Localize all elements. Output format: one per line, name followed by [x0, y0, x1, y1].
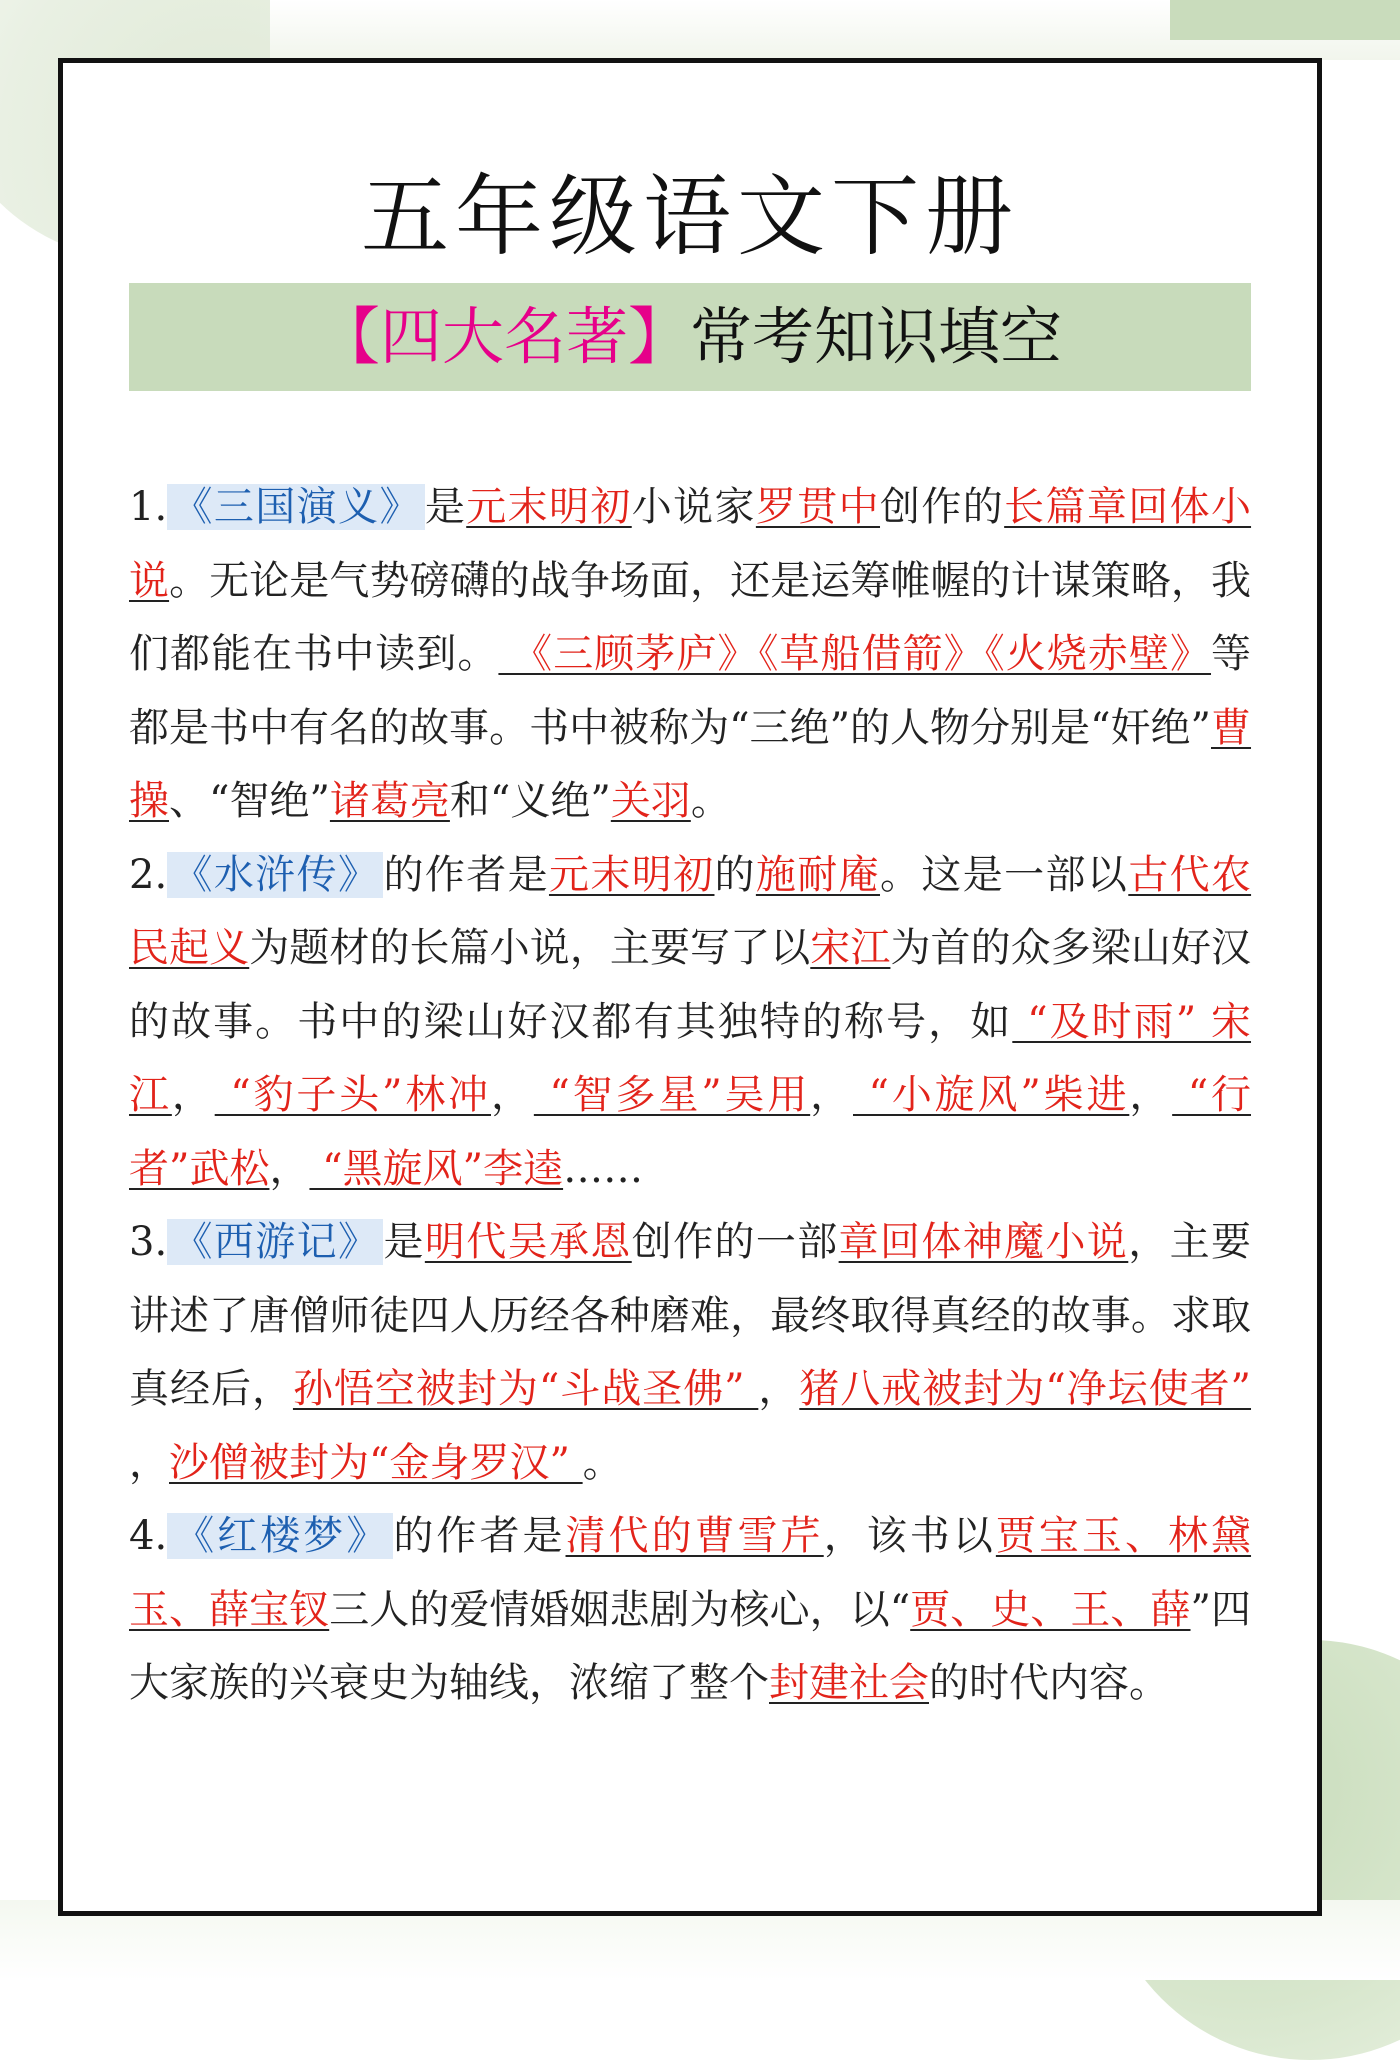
text: ，	[758, 1366, 800, 1412]
book-title: 《红楼梦》	[167, 1513, 393, 1559]
list-item	[129, 839, 1251, 1207]
answer: 宋江	[810, 925, 891, 971]
answer: “黑旋风”李逵	[309, 1145, 564, 1192]
answer: 曹操	[129, 704, 1252, 824]
subtitle-text: 常考知识填空	[690, 300, 1063, 373]
text: 为首的众多梁山好汉的故事。书中的梁山好汉都有其独特的称号，如	[129, 925, 1252, 1045]
list-item	[129, 1206, 1251, 1500]
text: ，	[269, 1145, 310, 1192]
answer: 章回体神魔小说	[838, 1219, 1129, 1265]
text: ……	[563, 1145, 644, 1192]
book-title: 《西游记》	[167, 1219, 383, 1265]
text: 等都是书中有名的故事。书中被称为“三绝”的人物分别是“奸绝”	[129, 631, 1252, 751]
item-number: 2.	[129, 851, 168, 898]
item-number: 1.	[129, 484, 168, 530]
background-decoration	[1170, 0, 1400, 40]
text: 和“义绝”	[449, 778, 611, 824]
answer: “小旋风”柴进	[853, 1072, 1130, 1118]
list-item	[129, 1500, 1251, 1721]
answer: 《三顾茅庐》《草船借箭》《火烧赤壁》	[498, 631, 1212, 677]
text: 是	[424, 484, 467, 530]
text: ，	[810, 1072, 853, 1118]
page-title: 五年级语文下册	[360, 165, 1019, 268]
text: 创作的一部	[631, 1219, 839, 1265]
answer: 长篇章回体小说	[129, 484, 1252, 604]
text: 创作的	[880, 484, 1005, 530]
answer: 封建社会	[769, 1660, 929, 1706]
item-number: 4.	[129, 1513, 168, 1559]
book-title: 《三国演义》	[167, 484, 425, 530]
answer: “豹子头”林冲	[214, 1072, 491, 1118]
text: 。无论是气势磅礴的战争场面，还是运筹帷幄的计谋策略，我们都能在书中读到。	[129, 557, 1252, 677]
list-item	[129, 471, 1251, 839]
answer: 施耐庵	[755, 851, 881, 898]
text: ，	[129, 1439, 169, 1486]
text: 小说家	[631, 484, 756, 530]
text: 的作者是	[383, 851, 549, 898]
text: ，	[171, 1072, 215, 1118]
text: 为题材的长篇小说，主要写了以	[249, 925, 811, 971]
book-title: 《水浒传》	[167, 852, 383, 898]
answer: 猪八戒被封为“净坛使者”	[799, 1366, 1252, 1412]
item-number: 3.	[129, 1219, 168, 1265]
subtitle-highlight: 【四大名著】	[317, 300, 690, 373]
answer: 诸葛亮	[329, 778, 450, 824]
answer: 明代吴承恩	[424, 1219, 632, 1265]
text: ，该书以	[823, 1513, 996, 1559]
answer: 孙悟空被封为“斗战圣佛”	[292, 1366, 759, 1412]
answer: 贾宝玉、林黛玉、薛宝钗	[129, 1513, 1252, 1633]
worksheet-page	[58, 58, 1322, 1916]
answer: 清代的曹雪芹	[565, 1513, 824, 1559]
answer: “行者”武松	[129, 1072, 1251, 1192]
answer: 贾、史、王、薛	[910, 1586, 1191, 1633]
text: 的作者是	[393, 1513, 566, 1559]
content-body	[129, 471, 1251, 1721]
text: 。	[690, 778, 731, 824]
answer: “及时雨” 宋江	[129, 998, 1252, 1118]
answer: 元末明初	[466, 484, 632, 530]
text: ，	[491, 1072, 534, 1118]
text: ，主要讲述了唐僧师徒四人历经各种磨难，最终取得真经的故事。求取真经后，	[129, 1219, 1252, 1412]
subtitle-banner	[129, 283, 1251, 391]
text: 。	[582, 1439, 623, 1486]
text: ，	[1129, 1072, 1173, 1118]
answer: 沙僧被封为“金身罗汉”	[169, 1439, 583, 1486]
answer: 元末明初	[548, 851, 715, 898]
text: 三人的爱情婚姻悲剧为核心，以“	[329, 1586, 911, 1633]
text: 的时代内容。	[929, 1660, 1169, 1706]
answer: 古代农民起义	[129, 851, 1252, 971]
text: 、“智绝”	[169, 778, 330, 824]
text: 的	[714, 851, 756, 898]
answer: “智多星”吴用	[533, 1072, 811, 1118]
text: ”四大家族的兴衰史为轴线，浓缩了整个	[129, 1586, 1252, 1706]
text: 是	[383, 1219, 425, 1265]
text: 。这是一部以	[880, 851, 1129, 898]
answer: 罗贯中	[755, 484, 881, 530]
answer: 关羽	[610, 778, 691, 824]
